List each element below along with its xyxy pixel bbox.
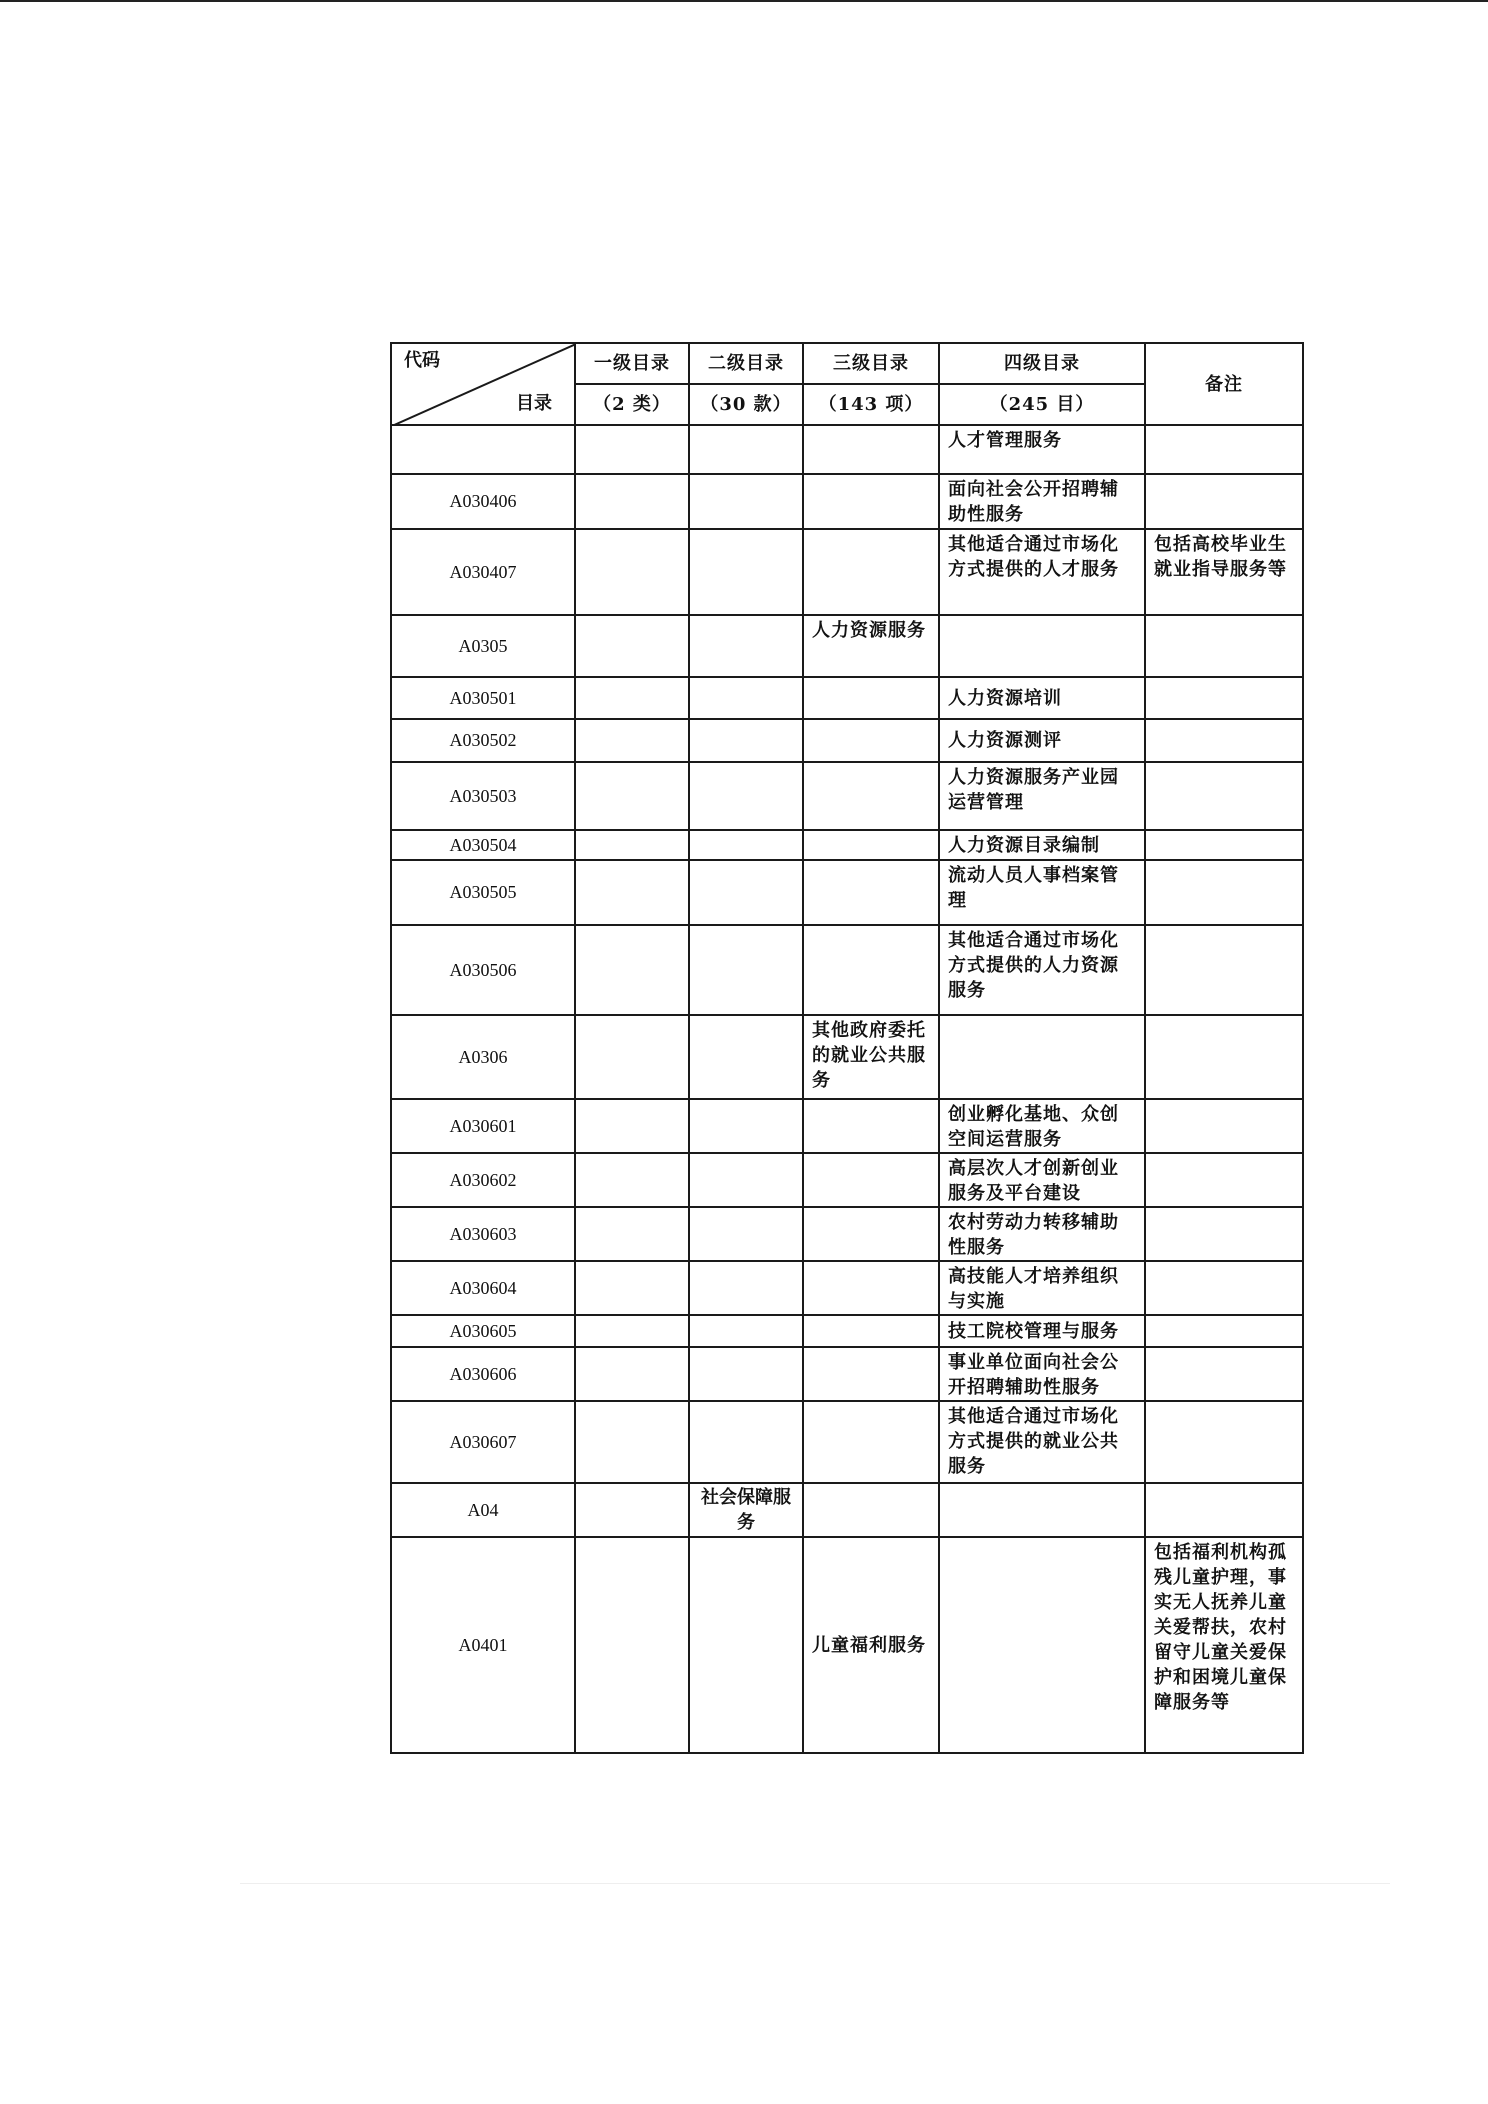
scan-bottom-line xyxy=(240,1883,1390,1884)
row-remark xyxy=(1145,1261,1303,1315)
row-level3 xyxy=(803,925,939,1015)
row-remark xyxy=(1145,425,1303,474)
corner-header-cell xyxy=(391,343,575,425)
table-row xyxy=(391,719,1303,762)
remarks-header: 备注 xyxy=(1145,343,1303,425)
level2-header-count: （30 款） xyxy=(689,384,803,425)
row-level1 xyxy=(575,474,689,529)
row-code: A030503 xyxy=(391,762,575,830)
row-level3 xyxy=(803,1315,939,1347)
row-remark xyxy=(1145,1483,1303,1537)
row-level2 xyxy=(689,925,803,1015)
row-level2 xyxy=(689,719,803,762)
corner-label-code: 代码 xyxy=(404,350,440,371)
level2-header-title: 二级目录 xyxy=(689,343,803,384)
row-level2 xyxy=(689,1537,803,1753)
table-row xyxy=(391,1153,1303,1207)
row-level2 xyxy=(689,474,803,529)
row-level2 xyxy=(689,1015,803,1099)
row-level4: 人才管理服务 xyxy=(939,425,1145,474)
row-level4: 人力资源服务产业园运营管理 xyxy=(939,762,1145,830)
row-remark xyxy=(1145,1015,1303,1099)
row-level4 xyxy=(939,1483,1145,1537)
row-remark xyxy=(1145,677,1303,719)
row-level1 xyxy=(575,925,689,1015)
corner-label-catalog: 目录 xyxy=(516,393,552,414)
row-code: A030601 xyxy=(391,1099,575,1153)
row-level3 xyxy=(803,529,939,615)
row-level4: 事业单位面向社会公开招聘辅助性服务 xyxy=(939,1347,1145,1401)
row-level4: 人力资源测评 xyxy=(939,719,1145,762)
row-remark xyxy=(1145,1315,1303,1347)
row-code: A030602 xyxy=(391,1153,575,1207)
row-code: A030501 xyxy=(391,677,575,719)
row-level3 xyxy=(803,1401,939,1483)
row-level4: 流动人员人事档案管理 xyxy=(939,860,1145,925)
row-code: A030604 xyxy=(391,1261,575,1315)
table-row xyxy=(391,762,1303,830)
row-level3 xyxy=(803,677,939,719)
table-row xyxy=(391,860,1303,925)
row-remark xyxy=(1145,474,1303,529)
table-row xyxy=(391,1315,1303,1347)
row-level4: 高技能人才培养组织与实施 xyxy=(939,1261,1145,1315)
level1-header-count: （2 类） xyxy=(575,384,689,425)
table-row xyxy=(391,529,1303,615)
row-code: A030506 xyxy=(391,925,575,1015)
row-level2 xyxy=(689,425,803,474)
row-level2 xyxy=(689,1347,803,1401)
table-row xyxy=(391,1099,1303,1153)
row-remark xyxy=(1145,860,1303,925)
row-code: A030505 xyxy=(391,860,575,925)
row-level1 xyxy=(575,1015,689,1099)
level1-header-title: 一级目录 xyxy=(575,343,689,384)
table-row xyxy=(391,1401,1303,1483)
row-level1 xyxy=(575,1153,689,1207)
row-level2 xyxy=(689,1207,803,1261)
row-level4: 技工院校管理与服务 xyxy=(939,1315,1145,1347)
row-level3: 儿童福利服务 xyxy=(803,1537,939,1753)
row-level1 xyxy=(575,1099,689,1153)
row-level1 xyxy=(575,719,689,762)
row-level3: 其他政府委托的就业公共服务 xyxy=(803,1015,939,1099)
row-code: A030606 xyxy=(391,1347,575,1401)
row-level4: 人力资源培训 xyxy=(939,677,1145,719)
row-level4: 创业孵化基地、众创空间运营服务 xyxy=(939,1099,1145,1153)
level3-header-title: 三级目录 xyxy=(803,343,939,384)
row-remark xyxy=(1145,719,1303,762)
row-level4 xyxy=(939,1537,1145,1753)
row-level1 xyxy=(575,1483,689,1537)
row-remark xyxy=(1145,830,1303,860)
table-row xyxy=(391,830,1303,860)
row-level1 xyxy=(575,425,689,474)
row-level3 xyxy=(803,762,939,830)
row-level1 xyxy=(575,1401,689,1483)
row-level2 xyxy=(689,860,803,925)
table-row xyxy=(391,1347,1303,1401)
row-level3 xyxy=(803,474,939,529)
row-level2 xyxy=(689,1401,803,1483)
row-level3 xyxy=(803,1153,939,1207)
header-row-titles xyxy=(391,343,1303,384)
row-level2: 社会保障服务 xyxy=(689,1483,803,1537)
row-level1 xyxy=(575,860,689,925)
row-level4: 面向社会公开招聘辅助性服务 xyxy=(939,474,1145,529)
row-level1 xyxy=(575,1315,689,1347)
row-level3 xyxy=(803,860,939,925)
row-level3 xyxy=(803,830,939,860)
row-level2 xyxy=(689,1099,803,1153)
row-code xyxy=(391,425,575,474)
row-code: A030607 xyxy=(391,1401,575,1483)
table-row xyxy=(391,425,1303,474)
row-level4 xyxy=(939,615,1145,677)
row-code: A0305 xyxy=(391,615,575,677)
row-level3 xyxy=(803,425,939,474)
table-row xyxy=(391,615,1303,677)
row-level3 xyxy=(803,1261,939,1315)
row-level3: 人力资源服务 xyxy=(803,615,939,677)
row-level2 xyxy=(689,762,803,830)
row-level4: 其他适合通过市场化方式提供的人才服务 xyxy=(939,529,1145,615)
row-level1 xyxy=(575,1261,689,1315)
table-row xyxy=(391,925,1303,1015)
table-row xyxy=(391,474,1303,529)
row-level4: 其他适合通过市场化方式提供的人力资源服务 xyxy=(939,925,1145,1015)
row-level1 xyxy=(575,529,689,615)
row-level2 xyxy=(689,830,803,860)
row-level4: 人力资源目录编制 xyxy=(939,830,1145,860)
row-remark: 包括高校毕业生就业指导服务等 xyxy=(1145,529,1303,615)
level3-header-count: （143 项） xyxy=(803,384,939,425)
table-row xyxy=(391,1483,1303,1537)
row-level2 xyxy=(689,615,803,677)
row-code: A030603 xyxy=(391,1207,575,1261)
scan-top-edge xyxy=(0,0,1488,2)
level4-header-title: 四级目录 xyxy=(939,343,1145,384)
table-row xyxy=(391,1537,1303,1753)
service-catalog-table xyxy=(390,342,1304,1754)
row-level2 xyxy=(689,1153,803,1207)
row-level1 xyxy=(575,677,689,719)
table-row xyxy=(391,677,1303,719)
row-remark xyxy=(1145,615,1303,677)
row-remark xyxy=(1145,1207,1303,1261)
row-remark xyxy=(1145,762,1303,830)
row-level1 xyxy=(575,830,689,860)
row-level1 xyxy=(575,1207,689,1261)
row-level1 xyxy=(575,762,689,830)
row-remark: 包括福利机构孤残儿童护理，事实无人抚养儿童关爱帮扶，农村留守儿童关爱保护和困境儿童保障服务等 xyxy=(1145,1537,1303,1753)
table-row xyxy=(391,1015,1303,1099)
row-level2 xyxy=(689,529,803,615)
row-level2 xyxy=(689,677,803,719)
row-level1 xyxy=(575,1347,689,1401)
table-row xyxy=(391,1207,1303,1261)
row-code: A030406 xyxy=(391,474,575,529)
level4-header-count: （245 目） xyxy=(939,384,1145,425)
row-code: A030407 xyxy=(391,529,575,615)
row-level3 xyxy=(803,1207,939,1261)
row-code: A0306 xyxy=(391,1015,575,1099)
row-level3 xyxy=(803,1347,939,1401)
row-level4: 高层次人才创新创业服务及平台建设 xyxy=(939,1153,1145,1207)
row-remark xyxy=(1145,925,1303,1015)
row-code: A030502 xyxy=(391,719,575,762)
row-code: A0401 xyxy=(391,1537,575,1753)
row-level2 xyxy=(689,1261,803,1315)
row-level1 xyxy=(575,1537,689,1753)
row-code: A030605 xyxy=(391,1315,575,1347)
row-remark xyxy=(1145,1347,1303,1401)
row-remark xyxy=(1145,1099,1303,1153)
row-code: A030504 xyxy=(391,830,575,860)
row-level4 xyxy=(939,1015,1145,1099)
row-remark xyxy=(1145,1401,1303,1483)
row-level2 xyxy=(689,1315,803,1347)
row-level3 xyxy=(803,1099,939,1153)
row-level3 xyxy=(803,1483,939,1537)
table-row xyxy=(391,1261,1303,1315)
row-level1 xyxy=(575,615,689,677)
row-code: A04 xyxy=(391,1483,575,1537)
row-level4: 农村劳动力转移辅助性服务 xyxy=(939,1207,1145,1261)
row-level4: 其他适合通过市场化方式提供的就业公共服务 xyxy=(939,1401,1145,1483)
row-level3 xyxy=(803,719,939,762)
row-remark xyxy=(1145,1153,1303,1207)
